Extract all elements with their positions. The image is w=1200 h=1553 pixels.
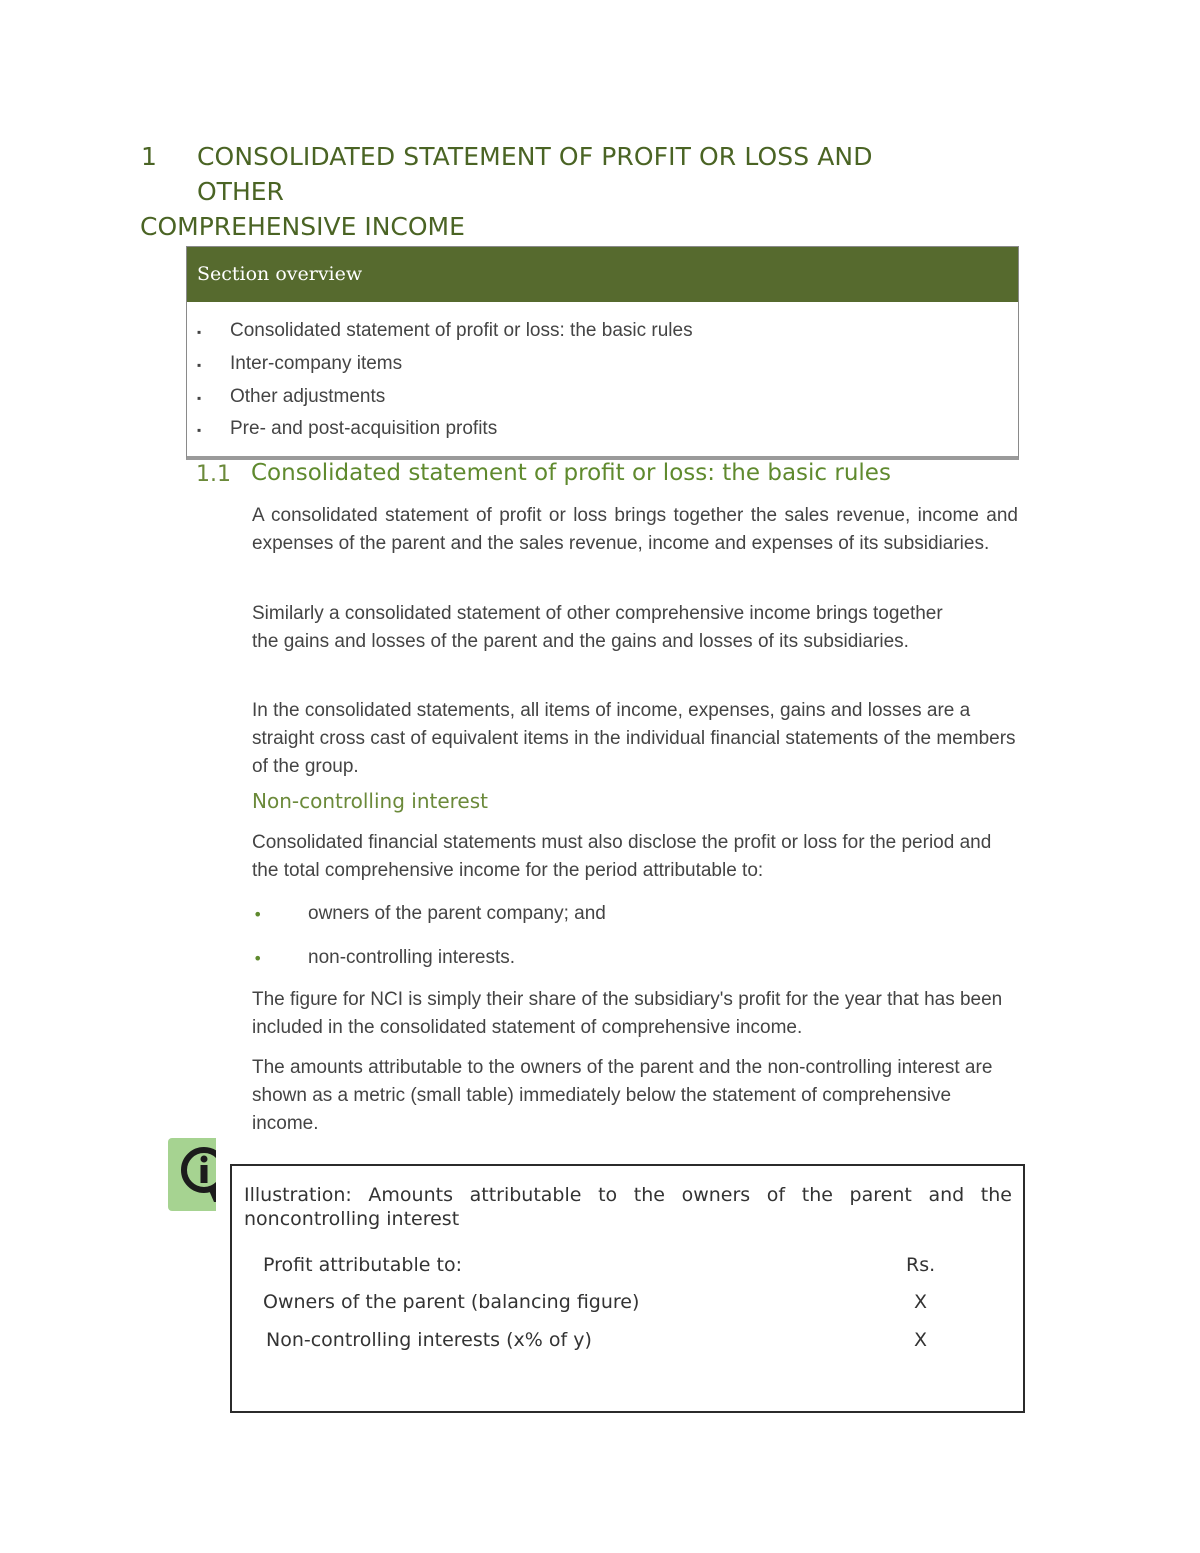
section-overview-title: Section overview — [197, 263, 363, 285]
subsection-title: Consolidated statement of profit or loss: the basic rules — [251, 460, 891, 486]
bullet-icon: ▪ — [197, 391, 202, 405]
paragraph: The amounts attributable to the owners of the parent and the non-controlling interest are shown as a metric (small table) immediately below the statement of comprehensive income. — [252, 1057, 993, 1134]
bullet-icon: • — [253, 949, 263, 968]
bullet-icon: ▪ — [197, 358, 202, 372]
illustration-icon — [168, 1138, 216, 1211]
table-row-label: Owners of the parent (balancing figure) — [263, 1291, 640, 1313]
paragraph: A consolidated statement of profit or loss brings together the sales revenue, income and expenses of the parent and the sales revenue, income and expenses of its subsidiaries. — [252, 505, 1018, 554]
bullet-icon: ▪ — [197, 423, 202, 437]
paragraph: Consolidated financial statements must also disclose the profit or loss for the period and the total comprehensive income for the period attributable to: — [252, 832, 992, 881]
illustration-title: Illustration: Amounts attributable to the owners of the parent and the noncontrolling interest — [244, 1184, 1012, 1230]
table-header-label: Profit attributable to: — [263, 1254, 462, 1276]
paragraph: Similarly a consolidated statement of other comprehensive income brings together the gains and losses of the parent and the gains and losses of its subsidiaries. — [252, 603, 943, 652]
table-row-label: Non-controlling interests (x% of y) — [266, 1329, 592, 1351]
list-item: owners of the parent company; and — [308, 903, 606, 924]
bullet-icon: • — [253, 905, 263, 924]
chapter-title-line2: OTHER — [197, 177, 284, 206]
chapter-number: 1 — [141, 142, 157, 171]
paragraph: In the consolidated statements, all items of income, expenses, gains and losses are a straight cross cast of equivalent items in the individual financial statements of the members of the group. — [252, 700, 1016, 777]
table-row-value: X — [914, 1329, 928, 1351]
illustration-box — [230, 1164, 1025, 1413]
section-overview-header — [187, 247, 1018, 302]
list-item: non-controlling interests. — [308, 947, 515, 968]
paragraph: The figure for NCI is simply their share of the subsidiary's profit for the year that has been included in the consolidated statement of comprehensive income. — [252, 989, 1003, 1038]
bullet-icon: ▪ — [197, 325, 202, 339]
chapter-title-line1: CONSOLIDATED STATEMENT OF PROFIT OR LOSS AND — [197, 142, 873, 171]
section-overview-box: Section overview ▪ Consolidated statement of profit or loss: the basic rules ▪ Inter-company items ▪ Other adjustments ▪ Pre- and post-acquisition profits — [186, 246, 1019, 460]
table-row-value: X — [914, 1291, 928, 1313]
table-header-value: Rs. — [906, 1254, 936, 1276]
nci-heading: Non-controlling interest — [252, 789, 488, 813]
subsection-number: 1.1 — [196, 462, 231, 487]
chapter-title-line3: COMPREHENSIVE INCOME — [140, 212, 465, 241]
